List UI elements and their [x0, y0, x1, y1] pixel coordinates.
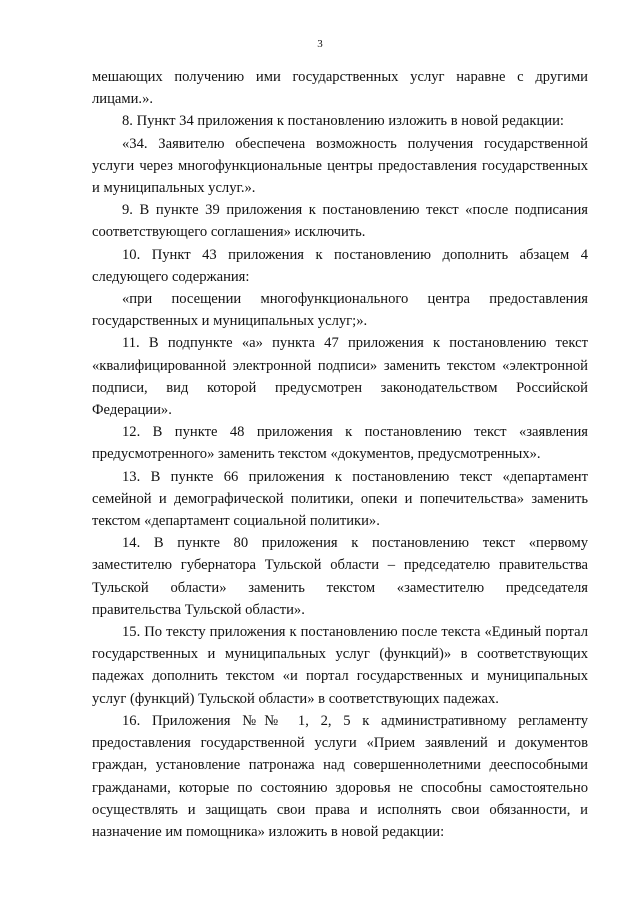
paragraph-item-16: 16. Приложения №№ 1, 2, 5 к административному регламенту предоставления государственной услуги «Прием заявлений и документов граждан, установление патронажа над совершеннолетними дееспособными гражданами, которые по состоянию здоровья не способны самостоятельно осуществлять и защищать свои права и исполнять свои обязанности, и назначение им помощника» изложить в новой редакции: [92, 712, 588, 840]
paragraph-item-15: 15. По тексту приложения к постановлению после текста «Единый портал государственных и муниципальных услуг (функций)» в соответствующих падежах дополнить текстом «и портал государственных и муниципальных услуг (функций) Тульской области» в соответствующих падежах. [92, 624, 588, 707]
paragraph-item-12: 12. В пункте 48 приложения к постановлению текст «заявления предусмотренного» заменить текстом «документов, предусмотренных». [92, 424, 588, 463]
paragraph-item-10-quote: «при посещении многофункционального центра предоставления государственных и муниципальных услуг;». [92, 291, 588, 330]
paragraph-item-10: 10. Пункт 43 приложения к постановлению дополнить абзацем 4 следующего содержания: [92, 246, 588, 285]
paragraph-item-8: 8. Пункт 34 приложения к постановлению изложить в новой редакции: [122, 113, 564, 130]
paragraph-continuation: мешающих получению ими государственных услуг наравне с другими лицами.». [92, 69, 588, 108]
paragraph-item-8-quote: «34. Заявителю обеспечена возможность получения государственной услуги через многофункциональные центры предоставления государственных и муниципальных услуг.». [92, 135, 588, 197]
page-number: 3 [317, 38, 323, 50]
paragraph-item-14: 14. В пункте 80 приложения к постановлению текст «первому заместителю губернатора Тульской области – председателю правительства Тульской области» заменить текстом «заместителю председателя правительства Тульской области». [92, 535, 588, 618]
paragraph-item-11: 11. В подпункте «а» пункта 47 приложения к постановлению текст «квалифицированной электронной подписи» заменить текстом «электронной подписи, вид которой предусмотрен законодательством Российской Федерации». [92, 335, 588, 419]
paragraph-item-9: 9. В пункте 39 приложения к постановлению текст «после подписания соответствующего соглашения» исключить. [92, 202, 588, 241]
paragraph-item-13: 13. В пункте 66 приложения к постановлению текст «департамент семейной и демографической политики, опеки и попечительства» заменить текстом «департамент социальной политики». [92, 468, 588, 530]
document-body [92, 66, 588, 843]
